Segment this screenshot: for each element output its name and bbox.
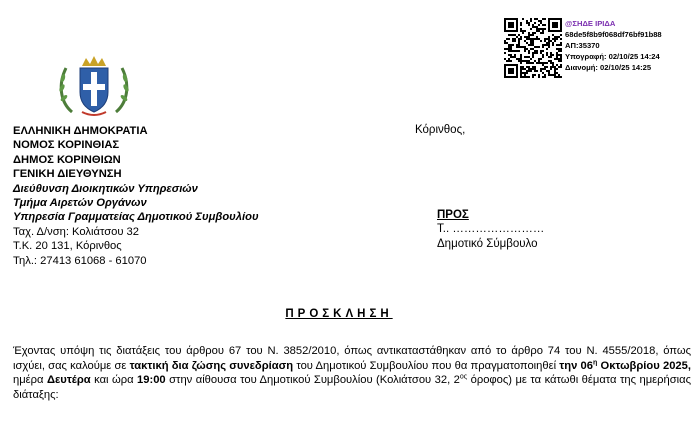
day-ordinal: η — [593, 358, 598, 366]
invitation-paragraph — [13, 344, 691, 403]
department: Τμήμα Αιρετών Οργάνων — [13, 197, 147, 210]
recipient-heading: ΠΡΟΣ — [437, 209, 469, 221]
session-day: την 06 — [559, 359, 593, 372]
recipient-body: Δημοτικό Σύμβουλο — [437, 237, 538, 250]
paragraph-text: στην αίθουσα του Δημοτικού Συμβουλίου (Κολιάτσου 32, 2 — [165, 374, 460, 387]
address: Ταχ. Δ/νση: Κολιάτσου 32 — [13, 225, 139, 238]
postal-code: Τ.Κ. 20 131, Κόρινθος — [13, 240, 122, 253]
issuer-header — [13, 124, 259, 268]
qr-code — [504, 18, 562, 78]
document-title: ΠΡΟΣΚΛΗΣΗ — [285, 308, 393, 320]
stamp-distribution-date: Διανομή: 02/10/25 14:25 — [565, 63, 652, 72]
place-date: Κόρινθος, — [415, 124, 466, 136]
municipality-title: ΔΗΜΟΣ ΚΟΡΙΝΘΙΩΝ — [13, 153, 121, 166]
stamp-protocol-number: ΑΠ:35370 — [565, 41, 600, 50]
directorate: Διεύθυνση Διοικητικών Υπηρεσιών — [13, 182, 198, 195]
republic-title: ΕΛΛΗΝΙΚΗ ΔΗΜΟΚΡΑΤΙΑ — [13, 125, 148, 137]
paragraph-text: του Δημοτικού Συμβουλίου που θα πραγματοποιηθεί — [293, 359, 560, 372]
iris-stamp — [565, 18, 662, 73]
session-month-year: Οκτωβρίου 2025, — [597, 359, 691, 372]
session-time: 19:00 — [137, 374, 166, 387]
session-type: τακτική δια ζώσης συνεδρίαση — [129, 359, 294, 372]
stamp-hash: 68de5f8b9f068df76bf91b88 — [565, 30, 662, 39]
stamp-brand: @ΣΗΔΕ ΙΡΙΔΑ — [565, 19, 616, 28]
paragraph-text: και ώρα — [90, 374, 138, 387]
directorate-general: ΓΕΝΙΚΗ ΔΙΕΥΘΥΝΣΗ — [13, 168, 122, 181]
session-weekday: Δευτέρα — [46, 374, 91, 387]
paragraph-text: Έχοντας υπόψη τις διατάξεις του άρθρου 67 του Ν. 3852/2010, όπως αντικαταστάθηκαν από το άρθρο 74 του Ν. 4555/2018, όπως ισχύει, σας καλούμε σε — [13, 345, 691, 372]
recipient-block — [437, 208, 544, 251]
floor-ordinal: ος — [459, 373, 468, 381]
service: Υπηρεσία Γραμματείας Δημοτικού Συμβουλίου — [13, 211, 259, 224]
recipient-line: Τ.. …………………… — [437, 223, 545, 236]
prefecture-title: ΝΟΜΟΣ ΚΟΡΙΝΘΙΑΣ — [13, 139, 120, 152]
stamp-signature-date: Υπογραφή: 02/10/25 14:24 — [565, 52, 660, 61]
greek-emblem-logo — [52, 54, 136, 118]
paragraph-text: όροφος) με τα κάτωθι θέματα της ημερήσιας διάταξης: — [13, 374, 691, 402]
phone: Τηλ.: 27413 61068 - 61070 — [13, 254, 147, 267]
paragraph-text: ημέρα — [13, 374, 47, 387]
